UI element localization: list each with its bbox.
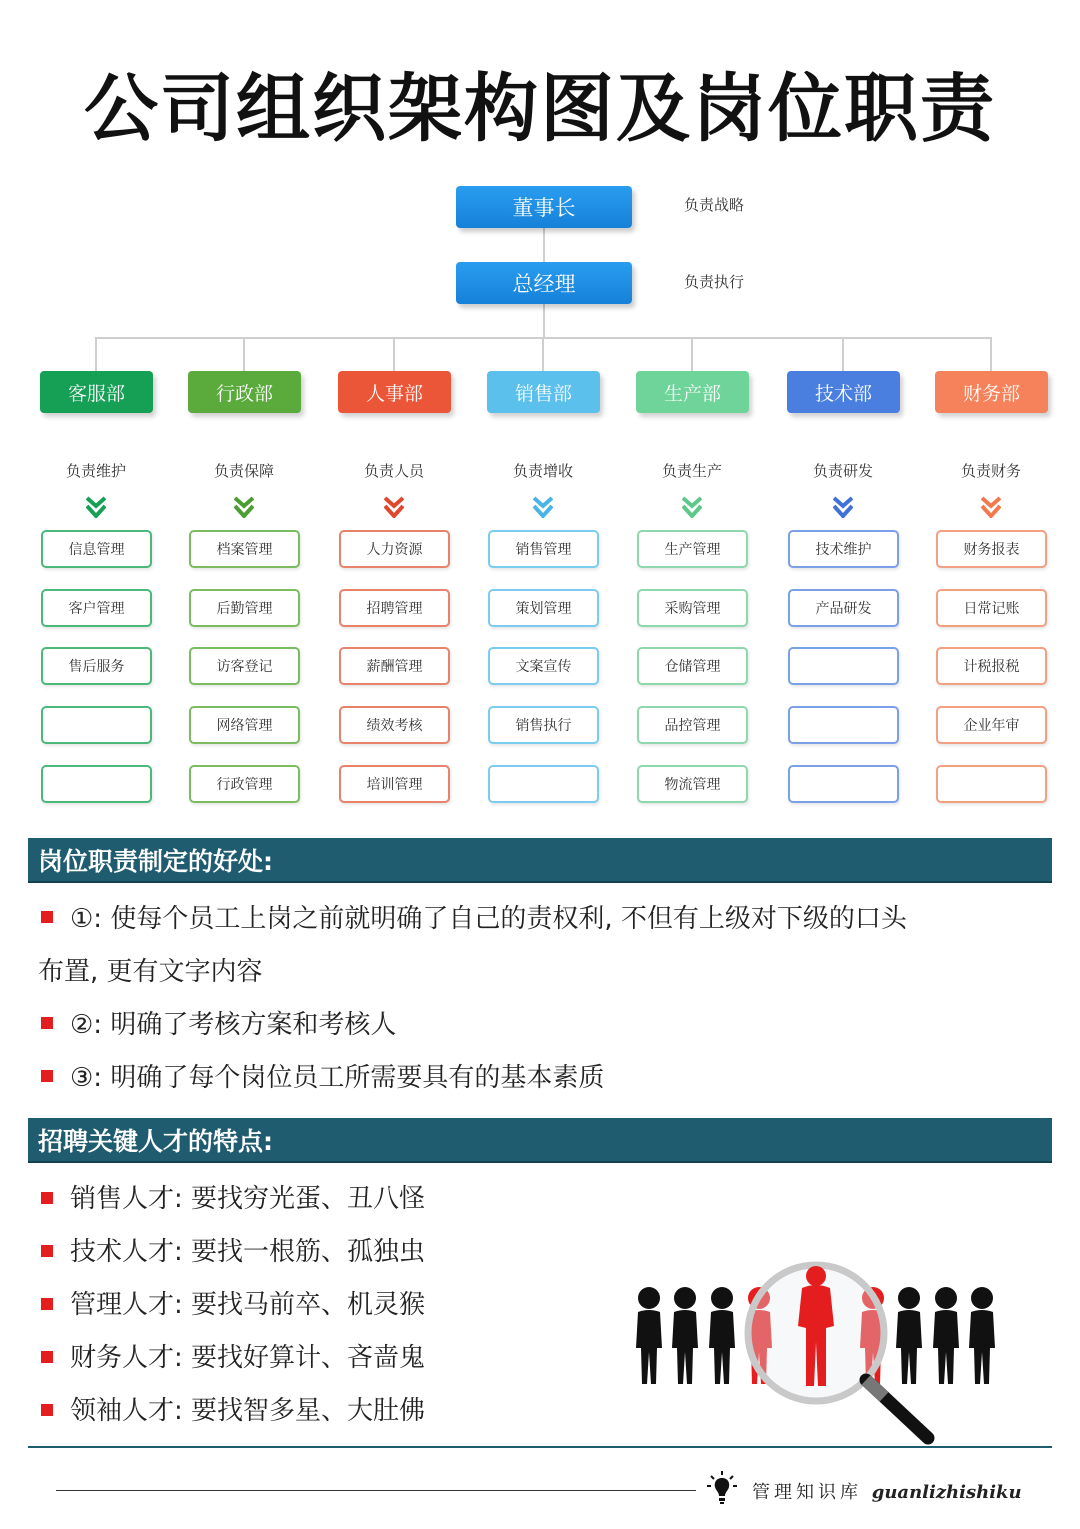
duty-item: 人力资源 bbox=[339, 530, 450, 568]
dept-duty: 负责增收 bbox=[512, 462, 573, 480]
duty-item: 计税报税 bbox=[936, 647, 1047, 685]
bullet-icon bbox=[41, 1351, 53, 1363]
chevron-down-icon bbox=[981, 496, 1001, 518]
talent-heading: 招聘关键人才的特点: bbox=[28, 1118, 1052, 1163]
connector-dept bbox=[542, 337, 544, 371]
chevron-down-icon bbox=[533, 496, 553, 518]
benefits-heading: 岗位职责制定的好处: bbox=[28, 838, 1052, 883]
chevron-down-icon bbox=[833, 496, 853, 518]
dept-head: 客服部 bbox=[40, 371, 153, 413]
duty-item: 技术维护 bbox=[788, 530, 899, 568]
duty-item bbox=[788, 647, 899, 685]
duty-item: 行政管理 bbox=[189, 765, 300, 803]
dept-head: 销售部 bbox=[487, 371, 600, 413]
general-manager-duty: 负责执行 bbox=[684, 273, 745, 291]
connector-horizontal bbox=[96, 337, 992, 339]
duty-item: 物流管理 bbox=[637, 765, 748, 803]
duty-item: 网络管理 bbox=[189, 706, 300, 744]
connector-dept bbox=[842, 337, 844, 371]
duty-item: 策划管理 bbox=[488, 589, 599, 627]
duty-item: 绩效考核 bbox=[339, 706, 450, 744]
duty-item: 访客登记 bbox=[189, 647, 300, 685]
duty-item: 薪酬管理 bbox=[339, 647, 450, 685]
duty-item: 产品研发 bbox=[788, 589, 899, 627]
footer-brand-latin: guanlizhishiku bbox=[871, 1482, 1022, 1503]
duty-item: 文案宣传 bbox=[488, 647, 599, 685]
duty-item bbox=[41, 765, 152, 803]
duty-item: 招聘管理 bbox=[339, 589, 450, 627]
duty-item: 销售执行 bbox=[488, 706, 599, 744]
connector-dept bbox=[243, 337, 245, 371]
connector-dept bbox=[691, 337, 693, 371]
duty-item: 日常记账 bbox=[936, 589, 1047, 627]
duty-item bbox=[936, 765, 1047, 803]
chevron-down-icon bbox=[234, 496, 254, 518]
dept-duty: 负责维护 bbox=[65, 462, 126, 480]
talent-item-tech: 技术人才: 要找一根筋、孤独虫 bbox=[70, 1237, 426, 1267]
dept-duty: 负责人员 bbox=[363, 462, 424, 480]
duty-item: 培训管理 bbox=[339, 765, 450, 803]
duty-item: 后勤管理 bbox=[189, 589, 300, 627]
benefit-item-1-cont: 布置, 更有文字内容 bbox=[38, 957, 263, 987]
page-title: 公司组织架构图及岗位职责 bbox=[84, 66, 996, 152]
duty-item bbox=[488, 765, 599, 803]
dept-duty: 负责财务 bbox=[960, 462, 1021, 480]
dept-head: 人事部 bbox=[338, 371, 451, 413]
dept-head: 技术部 bbox=[787, 371, 900, 413]
talent-item-finance: 财务人才: 要找好算计、吝啬鬼 bbox=[70, 1343, 426, 1373]
duty-item: 财务报表 bbox=[936, 530, 1047, 568]
dept-duty: 负责保障 bbox=[213, 462, 274, 480]
duty-item: 客户管理 bbox=[41, 589, 152, 627]
bullet-icon bbox=[41, 1298, 53, 1310]
benefit-item-1: ①: 使每个员工上岗之前就明确了自己的责权利, 不但有上级对下级的口头 bbox=[70, 904, 907, 934]
talent-search-illustration bbox=[628, 1258, 1028, 1448]
dept-head: 财务部 bbox=[935, 371, 1048, 413]
duty-item: 销售管理 bbox=[488, 530, 599, 568]
bullet-icon bbox=[41, 1192, 53, 1204]
bullet-icon bbox=[41, 1404, 53, 1416]
benefit-item-2: ②: 明确了考核方案和考核人 bbox=[70, 1010, 397, 1040]
bottom-divider bbox=[28, 1446, 1052, 1448]
duty-item bbox=[41, 706, 152, 744]
bullet-icon bbox=[41, 911, 53, 923]
chairman-duty: 负责战略 bbox=[684, 196, 745, 214]
connector-dept bbox=[393, 337, 395, 371]
duty-item: 生产管理 bbox=[637, 530, 748, 568]
benefit-item-3: ③: 明确了每个岗位员工所需要具有的基本素质 bbox=[70, 1063, 605, 1093]
chairman-node: 董事长 bbox=[456, 186, 632, 228]
duty-item: 信息管理 bbox=[41, 530, 152, 568]
duty-item: 品控管理 bbox=[637, 706, 748, 744]
duty-item bbox=[788, 706, 899, 744]
duty-item: 售后服务 bbox=[41, 647, 152, 685]
talent-item-management: 管理人才: 要找马前卒、机灵猴 bbox=[70, 1290, 426, 1320]
bullet-icon bbox=[41, 1070, 53, 1082]
talent-item-leader: 领袖人才: 要找智多星、大肚佛 bbox=[70, 1396, 426, 1426]
footer-brand-name: 管理知识库 bbox=[752, 1482, 862, 1503]
duty-item: 企业年审 bbox=[936, 706, 1047, 744]
chevron-down-icon bbox=[682, 496, 702, 518]
duty-item: 采购管理 bbox=[637, 589, 748, 627]
lightbulb-icon bbox=[706, 1470, 738, 1506]
dept-duty: 负责研发 bbox=[812, 462, 873, 480]
duty-item bbox=[788, 765, 899, 803]
general-manager-node: 总经理 bbox=[456, 262, 632, 304]
bullet-icon bbox=[41, 1245, 53, 1257]
chevron-down-icon bbox=[86, 496, 106, 518]
dept-head: 生产部 bbox=[636, 371, 749, 413]
footer-line bbox=[56, 1490, 696, 1491]
bullet-icon bbox=[41, 1017, 53, 1029]
connector-dept bbox=[95, 337, 97, 371]
duty-item: 仓储管理 bbox=[637, 647, 748, 685]
dept-head: 行政部 bbox=[188, 371, 301, 413]
chevron-down-icon bbox=[384, 496, 404, 518]
footer-brand bbox=[752, 1478, 1022, 1504]
connector-dept bbox=[990, 337, 992, 371]
dept-duty: 负责生产 bbox=[661, 462, 722, 480]
talent-item-sales: 销售人才: 要找穷光蛋、丑八怪 bbox=[70, 1184, 426, 1214]
duty-item: 档案管理 bbox=[189, 530, 300, 568]
